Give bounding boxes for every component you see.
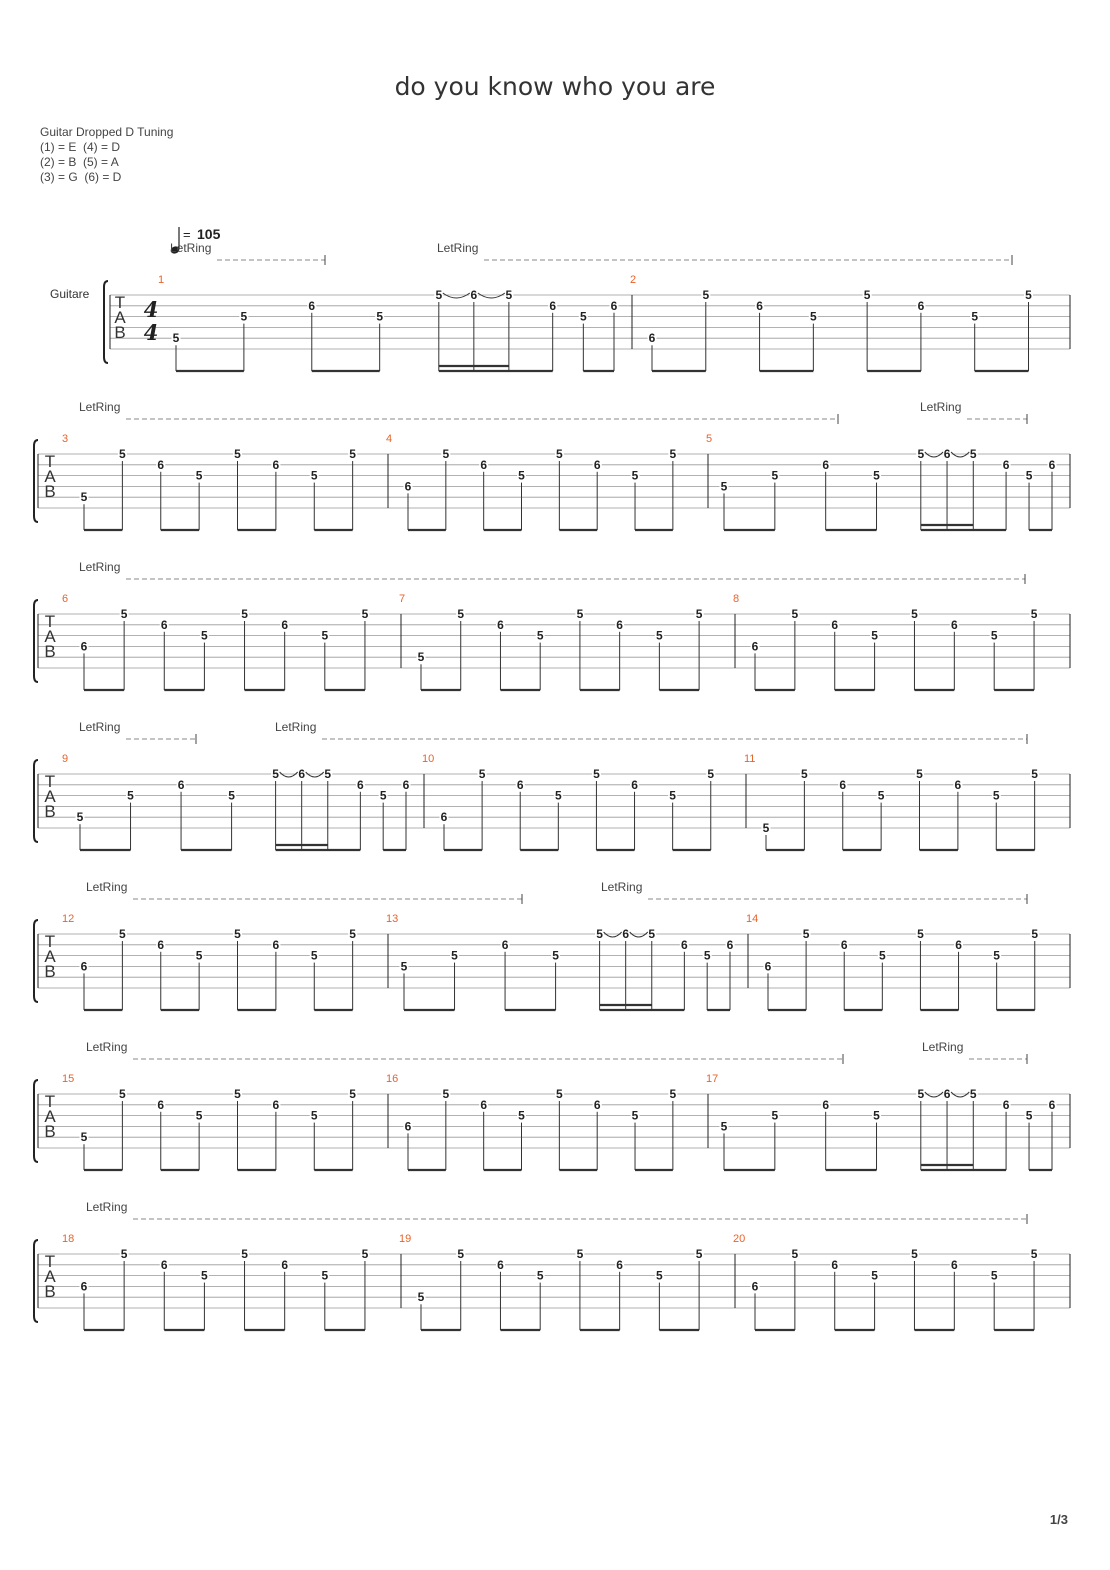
tab-clef-letter: B — [44, 1122, 56, 1141]
fret-number: 5 — [127, 788, 134, 803]
fret-number: 5 — [361, 1247, 369, 1261]
fret-number: 5 — [702, 288, 710, 302]
fret-number: 6 — [616, 1257, 623, 1272]
tab-clef-letter: T — [44, 932, 56, 951]
fret-number: 5 — [310, 1108, 318, 1123]
tie-arc — [443, 293, 470, 298]
fret-number: 5 — [720, 479, 728, 494]
instrument-name: Guitare — [50, 287, 90, 301]
fret-number: 5 — [707, 767, 715, 781]
fret-number: 5 — [791, 1247, 799, 1261]
fret-number: 6 — [80, 959, 88, 974]
fret-number: 6 — [831, 1257, 839, 1272]
fret-number: 5 — [241, 1247, 248, 1261]
measure-number: 5 — [706, 433, 713, 445]
fret-number: 6 — [593, 457, 601, 472]
fret-number: 6 — [497, 1257, 504, 1272]
fret-number: 6 — [440, 810, 448, 825]
staff-bracket — [34, 1240, 38, 1322]
fret-number: 6 — [470, 288, 478, 302]
fret-number: 6 — [272, 457, 280, 472]
fret-number: 5 — [552, 948, 559, 963]
measure-number: 16 — [386, 1073, 399, 1085]
measure-number: 2 — [630, 274, 637, 286]
fret-number: 6 — [480, 1097, 488, 1112]
fret-number: 6 — [751, 1279, 759, 1294]
fret-number: 5 — [376, 309, 384, 324]
tab-system — [34, 734, 1070, 850]
fret-number: 5 — [518, 1108, 525, 1123]
fret-number: 5 — [442, 447, 450, 461]
fret-number: 6 — [272, 1097, 280, 1112]
fret-number: 6 — [1002, 1097, 1010, 1112]
fret-number: 6 — [839, 777, 847, 792]
fret-number: 6 — [831, 617, 839, 632]
fret-number: 6 — [298, 767, 306, 781]
fret-number: 5 — [120, 1247, 128, 1261]
fret-number: 5 — [593, 767, 600, 781]
fret-number: 5 — [195, 468, 203, 483]
measure-number: 4 — [386, 433, 393, 445]
fret-number: 5 — [234, 927, 241, 941]
fret-number: 6 — [281, 1257, 289, 1272]
tab-clef-letter: B — [44, 802, 56, 821]
fret-number: 5 — [442, 1087, 450, 1101]
fret-number: 6 — [404, 1119, 412, 1134]
fret-number: 5 — [917, 447, 925, 461]
fret-number: 5 — [992, 788, 1000, 803]
fret-number: 5 — [695, 1247, 703, 1261]
staff-bracket — [34, 760, 38, 842]
fret-number: 6 — [943, 1087, 951, 1101]
fret-number: 5 — [321, 1268, 329, 1283]
fret-number: 5 — [877, 788, 885, 803]
fret-number: 6 — [404, 479, 412, 494]
tab-clef-letter: T — [44, 772, 56, 791]
measure-number: 19 — [399, 1233, 412, 1245]
fret-number: 6 — [501, 937, 509, 952]
fret-number: 6 — [950, 617, 958, 632]
fret-number: 5 — [349, 447, 356, 461]
tab-clef-letter: T — [44, 452, 56, 471]
fret-number: 5 — [1030, 1247, 1038, 1261]
fret-number: 6 — [1048, 457, 1056, 472]
fret-number: 6 — [616, 617, 623, 632]
fret-number: 5 — [971, 309, 979, 324]
tie-arc — [951, 452, 969, 457]
fret-number: 5 — [878, 948, 886, 963]
fret-number: 5 — [969, 447, 977, 461]
fret-number: 5 — [361, 607, 369, 621]
measure-number: 9 — [62, 753, 69, 765]
fret-number: 5 — [579, 309, 587, 324]
measure-number: 3 — [62, 433, 69, 445]
tuning-line: (3) = G (6) = D — [40, 170, 122, 184]
fret-number: 5 — [1031, 767, 1038, 781]
staff-bracket — [34, 1080, 38, 1162]
fret-number: 5 — [201, 1268, 208, 1283]
fret-number: 5 — [911, 1247, 918, 1261]
fret-number: 5 — [669, 447, 677, 461]
time-signature-top: 4 — [143, 297, 159, 322]
tuning-label: Guitar Dropped D Tuning — [40, 125, 174, 139]
fret-number: 6 — [950, 1257, 958, 1272]
fret-number: 5 — [720, 1119, 728, 1134]
fret-number: 6 — [822, 1097, 830, 1112]
measure-number: 15 — [62, 1073, 75, 1085]
page-number: 1/3 — [1049, 1512, 1068, 1527]
fret-number: 5 — [917, 1087, 925, 1101]
fret-number: 5 — [771, 468, 779, 483]
let-ring-label: LetRing — [79, 400, 121, 414]
score-title: do you know who you are — [394, 72, 716, 101]
fret-number: 6 — [160, 617, 168, 632]
fret-number: 5 — [648, 927, 656, 941]
fret-number: 5 — [349, 927, 356, 941]
staff-bracket — [34, 600, 38, 682]
fret-number: 6 — [631, 777, 638, 792]
time-signature-bottom: 4 — [143, 320, 159, 345]
fret-number: 5 — [234, 1087, 241, 1101]
fret-number: 5 — [195, 948, 203, 963]
fret-number: 6 — [751, 639, 759, 654]
tie-arc — [630, 932, 648, 937]
fret-number: 5 — [119, 447, 126, 461]
let-ring-label: LetRing — [275, 720, 317, 734]
fret-number: 6 — [840, 937, 848, 952]
measure-number: 14 — [746, 913, 759, 925]
tab-clef-letter: A — [114, 308, 126, 327]
measure-number: 17 — [706, 1073, 719, 1085]
fret-number: 6 — [80, 639, 88, 654]
tempo-value: 105 — [197, 226, 221, 242]
let-ring-label: LetRing — [601, 880, 643, 894]
fret-number: 6 — [593, 1097, 601, 1112]
fret-number: 5 — [810, 309, 817, 324]
fret-number: 6 — [648, 331, 656, 346]
fret-number: 6 — [549, 298, 557, 313]
fret-number: 5 — [969, 1087, 977, 1101]
fret-number: 5 — [669, 1087, 677, 1101]
let-ring-label: LetRing — [86, 880, 128, 894]
measure-number: 18 — [62, 1233, 75, 1245]
measure-number: 11 — [744, 753, 756, 765]
fret-number: 5 — [451, 948, 458, 963]
fret-number: 5 — [80, 490, 88, 505]
measure-number: 6 — [62, 593, 69, 605]
tab-clef-letter: A — [44, 947, 56, 966]
measure-number: 1 — [158, 274, 165, 286]
tab-clef-letter: T — [44, 612, 56, 631]
fret-number: 5 — [505, 288, 513, 302]
measure-number: 13 — [386, 913, 399, 925]
tab-clef-letter: B — [44, 962, 56, 981]
let-ring-label: LetRing — [170, 241, 212, 255]
fret-number: 5 — [873, 468, 880, 483]
fret-number: 6 — [281, 617, 289, 632]
let-ring-label: LetRing — [86, 1040, 128, 1054]
tab-clef-letter: B — [44, 642, 56, 661]
fret-number: 6 — [80, 1279, 88, 1294]
fret-number: 5 — [201, 628, 208, 643]
fret-number: 6 — [357, 777, 364, 792]
fret-number: 5 — [417, 1290, 425, 1305]
tab-system — [34, 1054, 1070, 1170]
fret-number: 5 — [656, 1268, 663, 1283]
fret-number: 5 — [911, 607, 918, 621]
fret-number: 5 — [596, 927, 603, 941]
tie-arc — [925, 1092, 943, 1097]
fret-number: 5 — [802, 927, 810, 941]
fret-number: 5 — [771, 1108, 779, 1123]
fret-number: 5 — [556, 447, 563, 461]
fret-number: 5 — [1025, 1108, 1033, 1123]
tab-clef-letter: A — [44, 467, 56, 486]
tie-arc — [280, 772, 298, 777]
fret-number: 5 — [990, 1268, 998, 1283]
fret-number: 5 — [172, 331, 180, 346]
fret-number: 5 — [228, 788, 235, 803]
let-ring-label: LetRing — [922, 1040, 964, 1054]
fret-number: 5 — [863, 288, 871, 302]
fret-number: 6 — [943, 447, 951, 461]
fret-number: 5 — [417, 650, 425, 665]
fret-number: 6 — [1048, 1097, 1056, 1112]
measure-number: 20 — [733, 1233, 746, 1245]
tempo-equals: = — [183, 227, 191, 242]
fret-number: 5 — [791, 607, 799, 621]
fret-number: 6 — [497, 617, 504, 632]
fret-number: 5 — [871, 1268, 878, 1283]
fret-number: 5 — [669, 788, 676, 803]
tie-arc — [604, 932, 622, 937]
measure-number: 8 — [733, 593, 740, 605]
staff-bracket — [34, 440, 38, 522]
fret-number: 6 — [955, 937, 962, 952]
fret-number: 6 — [954, 777, 962, 792]
measure-number: 10 — [422, 753, 435, 765]
fret-number: 6 — [756, 298, 763, 313]
fret-number: 5 — [703, 948, 711, 963]
tab-clef-letter: T — [44, 1252, 56, 1271]
fret-number: 5 — [1031, 927, 1039, 941]
fret-number: 6 — [681, 937, 688, 952]
tie-arc — [951, 1092, 969, 1097]
let-ring-label: LetRing — [920, 400, 962, 414]
let-ring-label: LetRing — [79, 560, 121, 574]
fret-number: 5 — [695, 607, 703, 621]
let-ring-label: LetRing — [79, 720, 121, 734]
fret-number: 5 — [871, 628, 878, 643]
tab-clef-letter: B — [114, 323, 126, 342]
fret-number: 6 — [726, 937, 734, 952]
fret-number: 6 — [1002, 457, 1010, 472]
fret-number: 5 — [656, 628, 663, 643]
fret-number: 5 — [518, 468, 525, 483]
tie-arc — [478, 293, 505, 298]
fret-number: 5 — [241, 607, 248, 621]
fret-number: 5 — [1025, 288, 1032, 302]
fret-number: 5 — [873, 1108, 880, 1123]
tab-clef-letter: B — [44, 1282, 56, 1301]
tuning-line: (1) = E (4) = D — [40, 140, 121, 154]
fret-number: 5 — [324, 767, 332, 781]
tab-clef-letter: A — [44, 787, 56, 806]
fret-number: 5 — [1025, 468, 1033, 483]
fret-number: 6 — [402, 777, 410, 792]
fret-number: 6 — [610, 298, 618, 313]
staff-bracket — [104, 281, 108, 363]
fret-number: 5 — [916, 767, 923, 781]
fret-number: 5 — [536, 1268, 544, 1283]
fret-number: 5 — [310, 468, 318, 483]
measure-number: 7 — [399, 593, 406, 605]
fret-number: 5 — [1030, 607, 1038, 621]
tab-clef-letter: T — [114, 293, 126, 312]
tab-clef-letter: B — [44, 482, 56, 501]
tuning-line: (2) = B (5) = A — [40, 155, 119, 169]
tab-system — [34, 574, 1070, 690]
tie-arc — [925, 452, 943, 457]
let-ring-label: LetRing — [437, 241, 479, 255]
fret-number: 5 — [120, 607, 128, 621]
fret-number: 5 — [631, 468, 639, 483]
fret-number: 6 — [764, 959, 772, 974]
fret-number: 6 — [157, 1097, 165, 1112]
fret-number: 6 — [516, 777, 524, 792]
fret-number: 5 — [272, 767, 279, 781]
fret-number: 5 — [990, 628, 998, 643]
fret-number: 5 — [80, 1130, 88, 1145]
fret-number: 5 — [119, 1087, 126, 1101]
fret-number: 6 — [917, 298, 925, 313]
fret-number: 6 — [308, 298, 316, 313]
fret-number: 5 — [119, 927, 126, 941]
tab-clef-letter: A — [44, 1267, 56, 1286]
fret-number: 5 — [554, 788, 562, 803]
fret-number: 6 — [157, 937, 165, 952]
fret-number: 6 — [622, 927, 630, 941]
fret-number: 5 — [917, 927, 924, 941]
let-ring-label: LetRing — [86, 1200, 128, 1214]
fret-number: 5 — [234, 447, 241, 461]
measure-number: 12 — [62, 913, 75, 925]
tab-system — [34, 1214, 1070, 1330]
tie-arc — [306, 772, 324, 777]
fret-number: 5 — [631, 1108, 639, 1123]
fret-number: 5 — [478, 767, 486, 781]
fret-number: 5 — [762, 821, 770, 835]
fret-number: 5 — [536, 628, 544, 643]
fret-number: 6 — [157, 457, 165, 472]
tab-system — [104, 255, 1070, 371]
fret-number: 5 — [76, 810, 84, 825]
fret-number: 5 — [310, 948, 318, 963]
fret-number: 6 — [177, 777, 185, 792]
fret-number: 6 — [480, 457, 488, 472]
fret-number: 5 — [240, 309, 248, 324]
fret-number: 6 — [160, 1257, 168, 1272]
fret-number: 5 — [576, 607, 584, 621]
fret-number: 5 — [556, 1087, 563, 1101]
tab-clef-letter: T — [44, 1092, 56, 1111]
fret-number: 5 — [349, 1087, 356, 1101]
fret-number: 6 — [272, 937, 280, 952]
fret-number: 5 — [576, 1247, 584, 1261]
fret-number: 5 — [993, 948, 1000, 963]
tab-clef-letter: A — [44, 627, 56, 646]
fret-number: 5 — [195, 1108, 203, 1123]
fret-number: 5 — [435, 288, 443, 302]
fret-number: 5 — [801, 767, 808, 781]
fret-number: 5 — [457, 607, 465, 621]
fret-number: 5 — [321, 628, 329, 643]
fret-number: 5 — [379, 788, 387, 803]
fret-number: 6 — [822, 457, 830, 472]
tab-system — [34, 414, 1070, 530]
fret-number: 5 — [400, 959, 408, 974]
tab-clef-letter: A — [44, 1107, 56, 1126]
staff-bracket — [34, 920, 38, 1002]
fret-number: 5 — [457, 1247, 465, 1261]
